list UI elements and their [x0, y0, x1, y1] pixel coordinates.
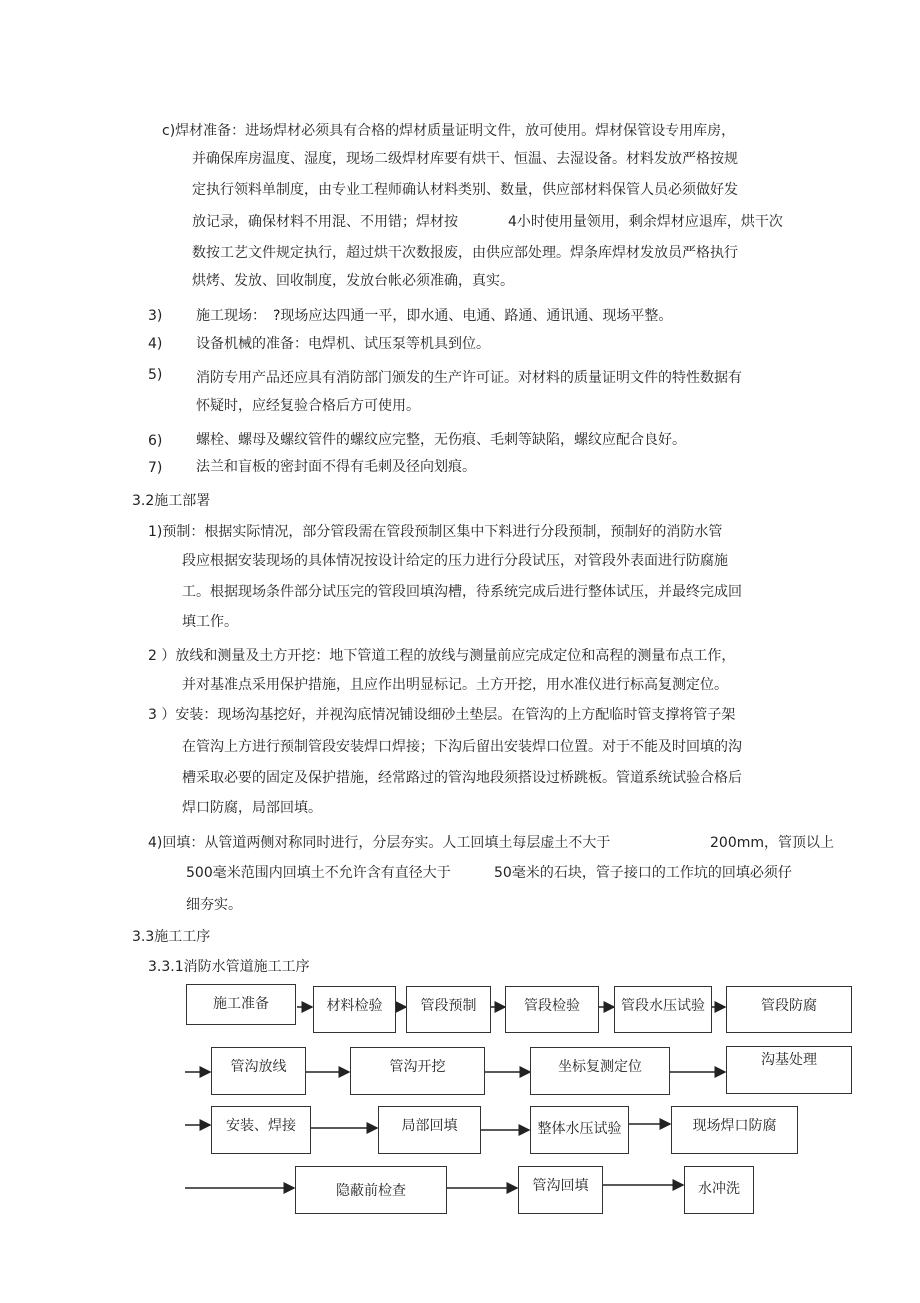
- p3-line-4: 焊口防腐，局部回填。: [182, 800, 322, 816]
- c-item-line-6: 烘烤、发放、回收制度，发放台帐必须准确，真实。: [192, 273, 514, 289]
- flow-box-label: 沟基处理: [761, 1052, 817, 1068]
- flow-box-r3-4: [671, 1106, 798, 1154]
- item-5-text-1: 消防专用产品还应具有消防部门颁发的生产许可证。对材料的质量证明文件的特性数据有: [196, 370, 742, 386]
- flow-box-label: 整体水压试验: [537, 1121, 622, 1137]
- flow-box-r3-3: [530, 1106, 629, 1154]
- p1-line-3: 工。根据现场条件部分试压完的管段回填沟槽，待系统完成后进行整体试压，并最终完成回: [182, 584, 742, 600]
- flow-box-label: 管沟开挖: [389, 1059, 446, 1075]
- flow-box-label: 管段检验: [524, 998, 580, 1014]
- item-4-text: 设备机械的准备：电焊机、试压泵等机具到位。: [196, 336, 490, 352]
- flow-box-label: 水冲洗: [698, 1181, 740, 1197]
- flow-box-r2-3: [530, 1047, 670, 1095]
- p4-line-2a: 500毫米范围内回填土不允许含有直径大于: [186, 865, 451, 881]
- item-3-number: 3): [148, 308, 163, 324]
- c-item-line-4a: 放记录，确保材料不用混、不用错；焊材按: [192, 214, 458, 230]
- flow-box-r3-2: [378, 1106, 481, 1154]
- p3-line-2: 在管沟上方进行预制管段安装焊口焊接；下沟后留出安装焊口位置。对于不能及时回填的沟: [182, 739, 742, 755]
- flow-box-label: 管段防腐: [761, 998, 817, 1014]
- p3-line-3: 槽采取必要的固定及保护措施，经常路过的管沟地段须搭设过桥跳板。管道系统试验合格后: [182, 770, 742, 786]
- flow-box-r2-1: [211, 1047, 306, 1095]
- flow-box-r1-3: [406, 986, 491, 1033]
- flow-box-r1-2: [313, 986, 396, 1033]
- flow-box-label: 现场焊口防腐: [692, 1118, 777, 1134]
- p2-line-2: 并对基准点采用保护措施，且应作出明显标记。土方开挖，用水准仪进行标高复测定位。: [182, 677, 728, 693]
- flow-box-label: 管段预制: [420, 998, 477, 1014]
- flow-box-r1-1: [186, 984, 296, 1025]
- item-4-number: 4): [148, 336, 163, 352]
- p4-line-3: 细夯实。: [186, 897, 242, 913]
- c-item-line-1: c)焊材准备：进场焊材必须具有合格的焊材质量证明文件，放可使用。焊材保管设专用库房，: [162, 123, 736, 139]
- section-3-2-heading: 3.2施工部署: [132, 493, 211, 509]
- p1-line-2: 段应根据安装现场的具体情况按设计给定的压力进行分段试压，对管段外表面进行防腐施: [182, 553, 728, 569]
- flow-box-label: 施工准备: [213, 996, 269, 1012]
- flow-box-r4-1: [295, 1166, 447, 1214]
- item-7-text: 法兰和盲板的密封面不得有毛刺及径向划痕。: [196, 459, 476, 475]
- item-7-number: 7): [148, 460, 163, 476]
- c-item-line-3: 定执行领料单制度，由专业工程师确认材料类别、数量，供应部材料保管人员必须做好发: [192, 182, 738, 198]
- flow-box-r1-6: [726, 986, 852, 1033]
- flow-box-label: 材料检验: [326, 998, 383, 1014]
- flow-box-r3-1: [211, 1106, 311, 1154]
- item-5-number: 5): [148, 367, 163, 383]
- c-item-line-5: 数按工艺文件规定执行，超过烘干次数报废，由供应部处理。焊条库焊材发放员严格执行: [192, 245, 738, 261]
- section-3-3-1-heading: 3.3.1消防水管道施工工序: [148, 959, 310, 975]
- flow-box-label: 局部回填: [401, 1118, 458, 1134]
- flow-box-r1-5: [614, 986, 712, 1033]
- p4-line-1b: 200mm，管顶以上: [710, 835, 834, 851]
- item-6-number: 6): [148, 433, 163, 449]
- flow-box-label: 安装、焊接: [226, 1118, 296, 1134]
- p1-line-1: 1)预制：根据实际情况，部分管段需在管段预制区集中下料进行分段预制，预制好的消防水管: [148, 524, 723, 540]
- flow-box-r2-2: [350, 1047, 485, 1095]
- flow-box-label: 管段水压试验: [621, 998, 705, 1014]
- flow-box-label: 管沟放线: [230, 1059, 287, 1075]
- p3-line-1: 3 ）安装：现场沟基挖好，并视沟底情况铺设细砂土垫层。在管沟的上方配临时管支撑将管子架: [148, 707, 736, 723]
- flow-box-label: 隐蔽前检查: [336, 1183, 406, 1199]
- flow-box-r4-2: [518, 1166, 603, 1214]
- item-3-text: 施工现场： ?现场应达四通一平，即水通、电通、路通、通讯通、现场平整。: [196, 308, 673, 324]
- flow-box-r2-4: [726, 1046, 852, 1094]
- p2-line-1: 2 ）放线和测量及土方开挖：地下管道工程的放线与测量前应完成定位和高程的测量布点工作，: [148, 648, 736, 664]
- flow-box-label: 管沟回填: [532, 1178, 589, 1194]
- section-3-3-heading: 3.3施工工序: [132, 929, 211, 945]
- p4-line-1a: 4)回填：从管道两侧对称同时进行，分层夯实。人工回填土每层虚土不大于: [148, 835, 611, 851]
- flow-box-label: 坐标复测定位: [558, 1059, 642, 1075]
- item-5-text-2: 怀疑时，应经复验合格后方可使用。: [196, 398, 420, 414]
- flow-box-r4-3: [684, 1166, 754, 1214]
- item-6-text: 螺栓、螺母及螺纹管件的螺纹应完整，无伤痕、毛刺等缺陷，螺纹应配合良好。: [196, 432, 686, 448]
- p4-line-2b: 50毫米的石块，管子接口的工作坑的回填必须仔: [494, 865, 792, 881]
- flow-box-r1-4: [505, 986, 599, 1033]
- c-item-line-2: 并确保库房温度、湿度，现场二级焊材库要有烘干、恒温、去湿设备。材料发放严格按规: [192, 151, 738, 167]
- p1-line-4: 填工作。: [182, 614, 238, 630]
- c-item-line-4b: 4小时使用量领用，剩余焊材应退库，烘干次: [508, 214, 783, 230]
